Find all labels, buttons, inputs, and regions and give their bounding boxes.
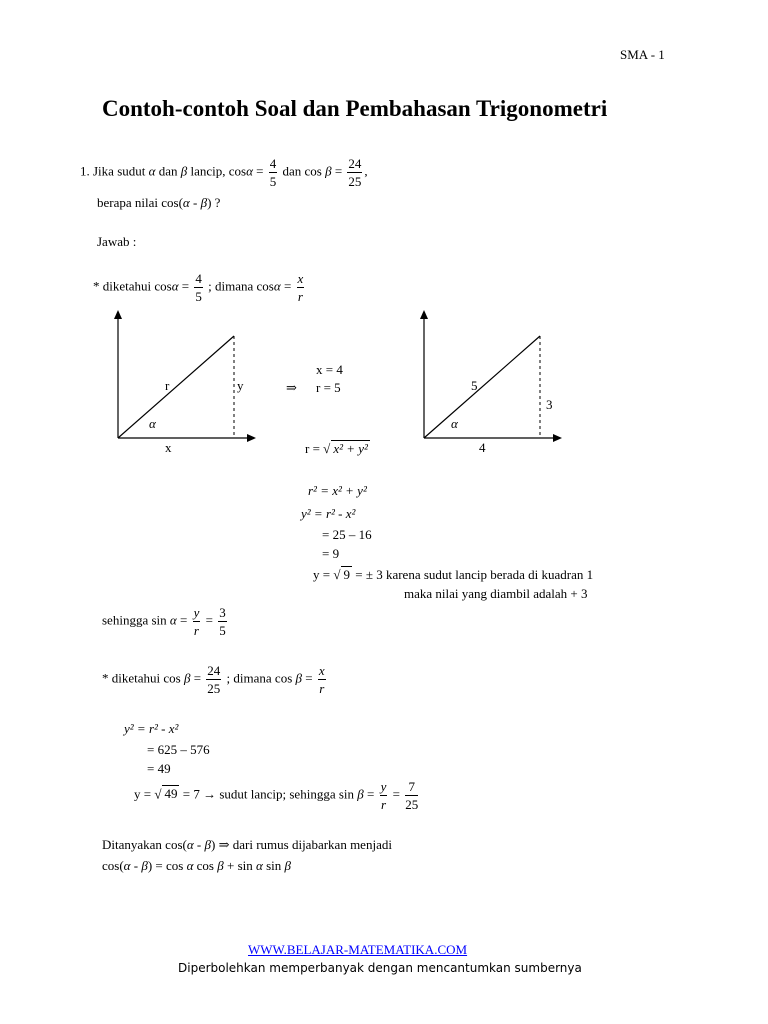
label-opp-y: y bbox=[237, 378, 244, 393]
label-angle-alpha: α bbox=[451, 416, 458, 431]
footer-website-link[interactable]: WWW.BELAJAR-MATEMATIKA.COM bbox=[248, 942, 468, 957]
sin-alpha-line: sehingga sin α = $\frac{y}{r}$ = $\frac{3}{5}$ bbox=[102, 605, 226, 638]
step-alpha-5: y = √ 9 = ± 3 karena sudut lancip berada di kuadran 1 bbox=[313, 567, 594, 582]
implies-arrow: ⇒ bbox=[218, 837, 230, 852]
step-alpha-2: y² = r² - x² bbox=[301, 506, 356, 521]
right-arrow: → bbox=[203, 786, 217, 802]
fraction-cos-alpha: $\frac{4}{5}$ bbox=[269, 156, 277, 189]
label-adj-x: x bbox=[165, 440, 172, 455]
question-number: 1. bbox=[80, 163, 90, 179]
label-hyp-5: 5 bbox=[471, 378, 478, 393]
question-line-2: berapa nilai cos(α - β) ? bbox=[97, 195, 221, 210]
answer-label: Jawab : bbox=[97, 234, 137, 249]
footer-note: Diperbolehkan memperbanyak dengan mencantumkan sumbernya bbox=[178, 961, 582, 975]
r-formula: r = √ x² + y² bbox=[305, 441, 368, 456]
label-opp-3: 3 bbox=[546, 397, 553, 412]
step-alpha-4: = 9 bbox=[322, 546, 340, 561]
label-hyp-r: r bbox=[165, 378, 170, 393]
fraction-cos-beta: $\frac{24}{25}$ bbox=[348, 156, 362, 189]
triangle-diagram-left bbox=[108, 308, 268, 460]
x-equals: x = 4 bbox=[316, 362, 343, 377]
r-equals: r = 5 bbox=[316, 380, 341, 395]
step-alpha-note: maka nilai yang diambil adalah + 3 bbox=[404, 586, 588, 601]
label-adj-4: 4 bbox=[479, 440, 486, 455]
step-beta-2: = 625 – 576 bbox=[147, 742, 210, 757]
asked-line-2: cos(α - β) = cos α cos β + sin α sin β bbox=[102, 858, 291, 873]
asked-line-1: Ditanyakan cos(α - β) ⇒ dari rumus dijabarkan menjadi bbox=[102, 837, 392, 852]
question-line-1: 1. Jika sudut α dan β lancip, cosα = $\frac{4}{5}$ dan cos β = $\frac{24}{25}$ , bbox=[80, 156, 368, 189]
fraction-x-r: $\frac{x}{r}$ bbox=[297, 271, 304, 304]
page-title: Contoh-contoh Soal dan Pembahasan Trigonometri bbox=[102, 96, 608, 121]
step-beta-1: y² = r² - x² bbox=[124, 721, 179, 736]
step-alpha-1: r² = x² + y² bbox=[308, 483, 367, 498]
step-beta-3: = 49 bbox=[147, 761, 171, 776]
implies-arrow: ⇒ bbox=[286, 380, 297, 395]
known-alpha-line: * diketahui cosα = $\frac{4}{5}$ ; dimana cosα = $\frac{x}{r}$ bbox=[93, 271, 304, 304]
fraction-4-5: $\frac{4}{5}$ bbox=[195, 271, 202, 304]
step-alpha-3: = 25 – 16 bbox=[322, 527, 372, 542]
step-beta-4: y = √ 49 = 7 → sudut lancip; sehingga sin β = $\frac{y}{r}$ = $\frac{7}{25}$ bbox=[134, 779, 419, 812]
triangle-diagram-right bbox=[414, 308, 574, 460]
known-beta-line: * diketahui cos β = $\frac{24}{25}$ ; dimana cos β = $\frac{x}{r}$ bbox=[102, 663, 325, 696]
page-label: SMA - 1 bbox=[620, 47, 665, 62]
label-angle-alpha: α bbox=[149, 416, 156, 431]
